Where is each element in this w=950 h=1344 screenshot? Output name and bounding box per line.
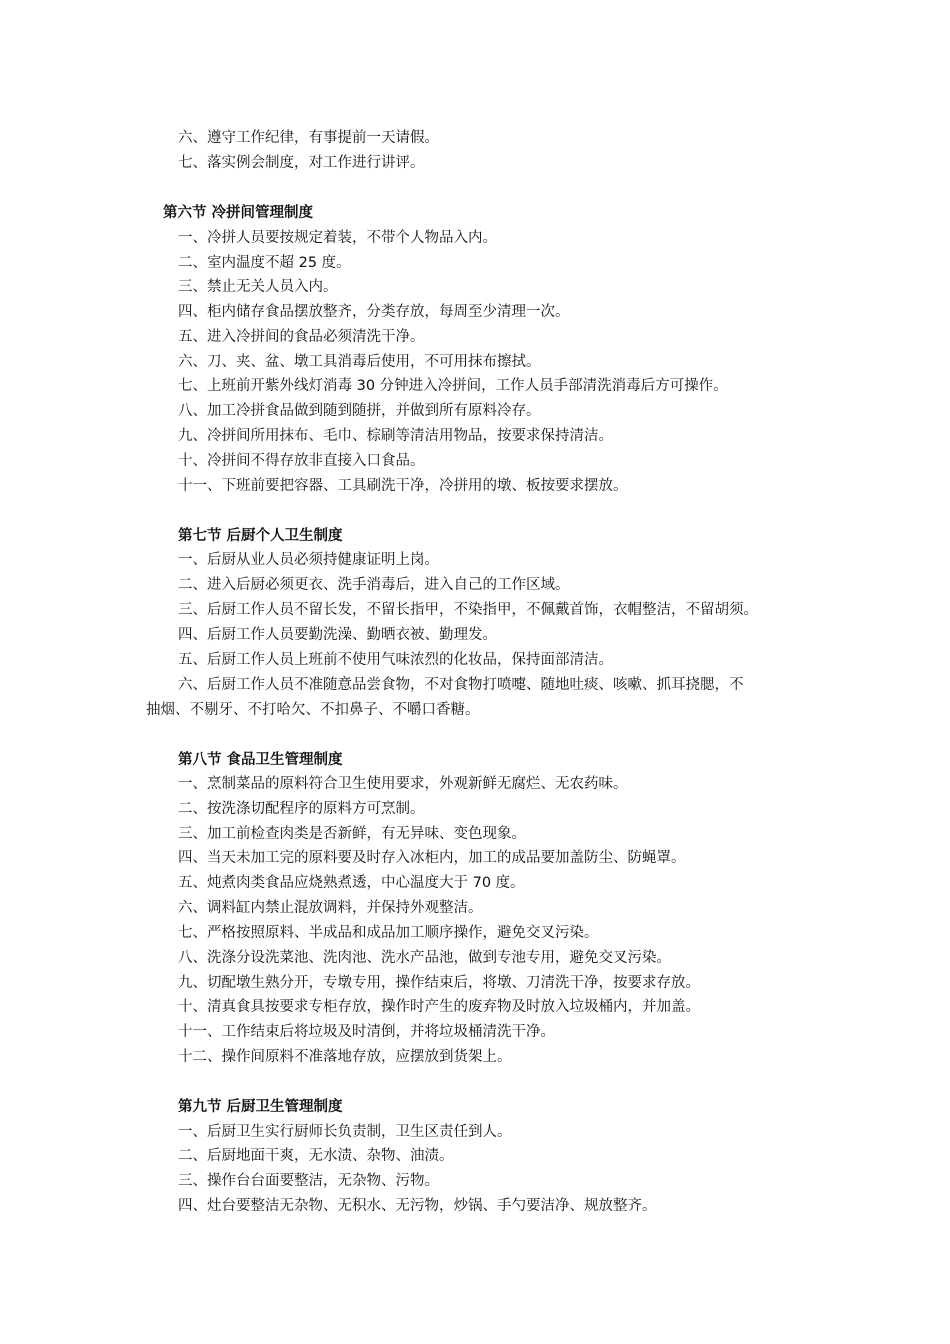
rule-line: 二、按洗涤切配程序的原料方可烹制。 [178,801,425,817]
rule-line: 九、冷拼间所用抹布、毛巾、棕刷等清洁用物品，按要求保持清洁。 [178,428,613,444]
section-heading: 第七节 后厨个人卫生制度 [178,528,343,544]
rule-line: 三、后厨工作人员不留长发，不留长指甲，不染指甲，不佩戴首饰，衣帽整洁，不留胡须。 [178,602,758,618]
rule-line: 七、上班前开紫外线灯消毒 30 分钟进入冷拼间，工作人员手部清洗消毒后方可操作。 [178,378,728,394]
rule-line: 二、进入后厨必须更衣、洗手消毒后，进入自己的工作区域。 [178,577,570,593]
section-heading: 第九节 后厨卫生管理制度 [178,1099,343,1115]
rule-line: 十、清真食具按要求专柜存放，操作时产生的废弃物及时放入垃圾桶内，并加盖。 [178,999,700,1015]
rule-line: 六、遵守工作纪律，有事提前一天请假。 [178,130,439,146]
rule-line: 一、后厨从业人员必须持健康证明上岗。 [178,552,439,568]
rule-line: 七、严格按照原料、半成品和成品加工顺序操作，避免交叉污染。 [178,925,599,941]
rule-line: 二、后厨地面干爽，无水渍、杂物、油渍。 [178,1148,454,1164]
section-heading: 第六节 冷拼间管理制度 [163,205,314,221]
rule-line: 十二、操作间原料不准落地存放，应摆放到货架上。 [178,1049,512,1065]
rule-line: 九、切配墩生熟分开，专墩专用，操作结束后，将墩、刀清洗干净，按要求存放。 [178,975,700,991]
rule-line: 五、炖煮肉类食品应烧熟煮透，中心温度大于 70 度。 [178,875,525,891]
rule-line: 四、柜内储存食品摆放整齐，分类存放，每周至少清理一次。 [178,304,570,320]
rule-line: 一、后厨卫生实行厨师长负责制，卫生区责任到人。 [178,1124,512,1140]
rule-line: 六、后厨工作人员不准随意品尝食物，不对食物打喷嚏、随地吐痰、咳嗽、抓耳挠腮，不 [178,677,744,693]
rule-line: 七、落实例会制度，对工作进行讲评。 [178,155,425,171]
rule-line-continuation: 抽烟、不剔牙、不打哈欠、不扣鼻子、不嚼口香糖。 [146,702,480,718]
rule-line: 十一、工作结束后将垃圾及时清倒，并将垃圾桶清洗干净。 [178,1024,555,1040]
rule-line: 四、当天未加工完的原料要及时存入冰柜内，加工的成品要加盖防尘、防蝇罩。 [178,850,686,866]
rule-line: 十一、下班前要把容器、工具刷洗干净，冷拼用的墩、板按要求摆放。 [178,478,628,494]
rule-line: 四、后厨工作人员要勤洗澡、勤晒衣被、勤理发。 [178,627,497,643]
rule-line: 八、加工冷拼食品做到随到随拼，并做到所有原料冷存。 [178,403,541,419]
rule-line: 一、冷拼人员要按规定着装，不带个人物品入内。 [178,230,497,246]
rule-line: 六、刀、夹、盆、墩工具消毒后使用，不可用抹布擦拭。 [178,354,541,370]
rule-line: 十、冷拼间不得存放非直接入口食品。 [178,453,425,469]
rule-line: 五、进入冷拼间的食品必须清洗干净。 [178,329,425,345]
rule-line: 一、烹制菜品的原料符合卫生使用要求，外观新鲜无腐烂、无农药味。 [178,776,628,792]
rule-line: 八、洗涤分设洗菜池、洗肉池、洗水产品池，做到专池专用，避免交叉污染。 [178,950,671,966]
rule-line: 三、禁止无关人员入内。 [178,279,338,295]
rule-line: 六、调料缸内禁止混放调料，并保持外观整洁。 [178,900,483,916]
rule-line: 五、后厨工作人员上班前不使用气味浓烈的化妆品，保持面部清洁。 [178,652,613,668]
section-heading: 第八节 食品卫生管理制度 [178,752,343,768]
rule-line: 三、操作台台面要整洁，无杂物、污物。 [178,1173,439,1189]
rule-line: 二、室内温度不超 25 度。 [178,255,351,271]
rule-line: 四、灶台要整洁无杂物、无积水、无污物，炒锅、手勺要洁净、规放整齐。 [178,1198,657,1214]
rule-line: 三、加工前检查肉类是否新鲜，有无异味、变色现象。 [178,826,526,842]
